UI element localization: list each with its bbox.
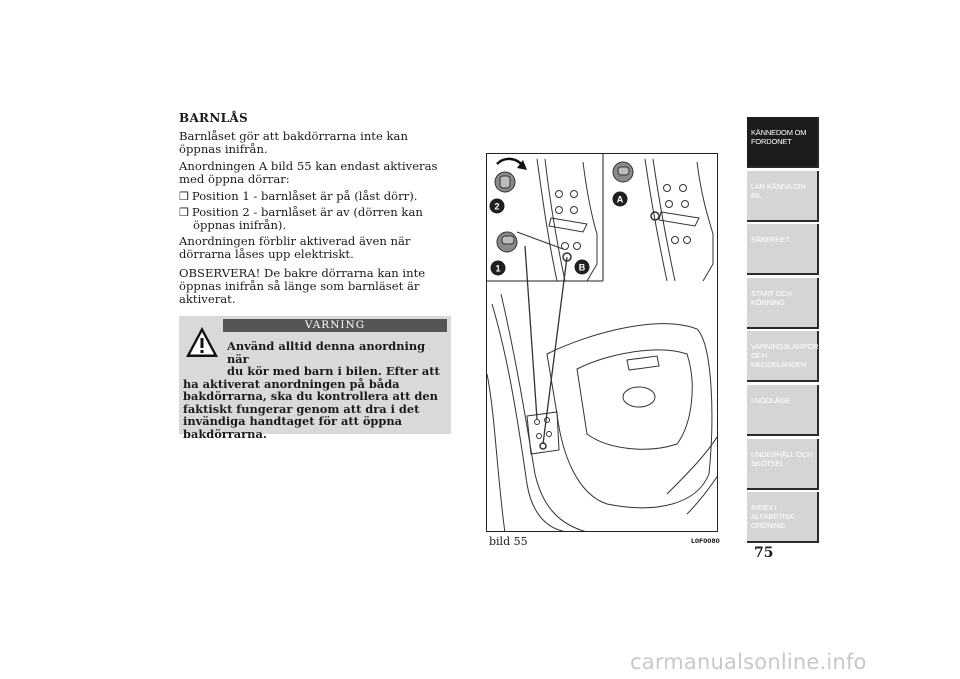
tab-lar-kanna[interactable]: LÄR KÄNNA DIN BIL [747,171,819,222]
callout-2 [490,199,505,214]
tab-start[interactable]: START OCH KÖRNING [747,278,819,329]
figure-caption: bild 55 [489,535,528,548]
warning-line: ha aktiverat anordningen på båda bakdörrarna, ska du kontrollera att den faktiskt fungerar genom att dra i det invändiga handtaget för att öppna bakdörrarna. [183,376,438,441]
tab-varningslampor[interactable]: VARNINGSLAMPOR OCH MEDDELANDEN [747,331,819,382]
callout-1 [491,261,506,276]
checkbox-bullet-icon: ❒ [179,206,189,219]
tab-index[interactable]: INDEX I ALFABETISK ORDNING [747,492,819,543]
warning-box [179,316,451,441]
warning-text [183,340,445,440]
lock-knob-position-1 [497,232,517,252]
warning-title: VARNING [223,319,447,332]
bullet-text: Position 1 - barnlåset är på (låst dörr). [191,189,418,203]
checkbox-bullet-icon: ❒ [179,190,189,203]
paragraph: OBSERVERA! De bakre dörrarna kan inte öppnas inifrån så länge som barnläset är aktiverat. [179,266,426,306]
callout-b [575,260,590,275]
paragraph: Barnlåset gör att bakdörrarna inte kan öppnas inifrån. [179,129,408,156]
paragraph: Anordningen förblir aktiverad även när dörrarna låses upp elektriskt. [179,234,411,261]
door-illustration [486,153,718,532]
warning-line: Använd alltid denna anordning när [227,339,426,366]
tab-underhall[interactable]: UNDERHÅLL OCH SKÖTSEL [747,439,819,490]
svg-text:2: 2 [494,201,500,212]
text-column [179,112,451,310]
warning-line: du kör med barn i bilen. Efter att [227,364,440,378]
watermark: carmanualsonline.info [630,650,867,674]
tab-i-nodlage[interactable]: I NÖDLÄGE [747,385,819,436]
svg-text:1: 1 [495,263,501,274]
bullet-text: Position 2 - barnlåset är av (dörren kan öppnas inifrån). [191,205,423,232]
svg-text:A: A [616,194,624,205]
bullet-item [179,190,451,203]
lock-knob-a [613,162,633,182]
lock-knob-position-2 [495,159,527,192]
figure-code: L0F0080 [691,538,720,545]
chapter-tabs [747,117,819,546]
bullet-item [179,206,451,232]
section-title: BARNLÅS [179,111,248,125]
tab-sakerhet[interactable]: SÄKERHET [747,224,819,275]
paragraph: Anordningen A bild 55 kan endast aktiveras med öppna dörrar: [179,159,438,186]
page-number: 75 [754,545,774,561]
svg-text:B: B [578,262,586,273]
car-door-drawing [487,154,718,532]
callout-a [613,192,628,207]
tab-kannedom[interactable]: KÄNNEDOM OM FORDONET [747,117,819,168]
